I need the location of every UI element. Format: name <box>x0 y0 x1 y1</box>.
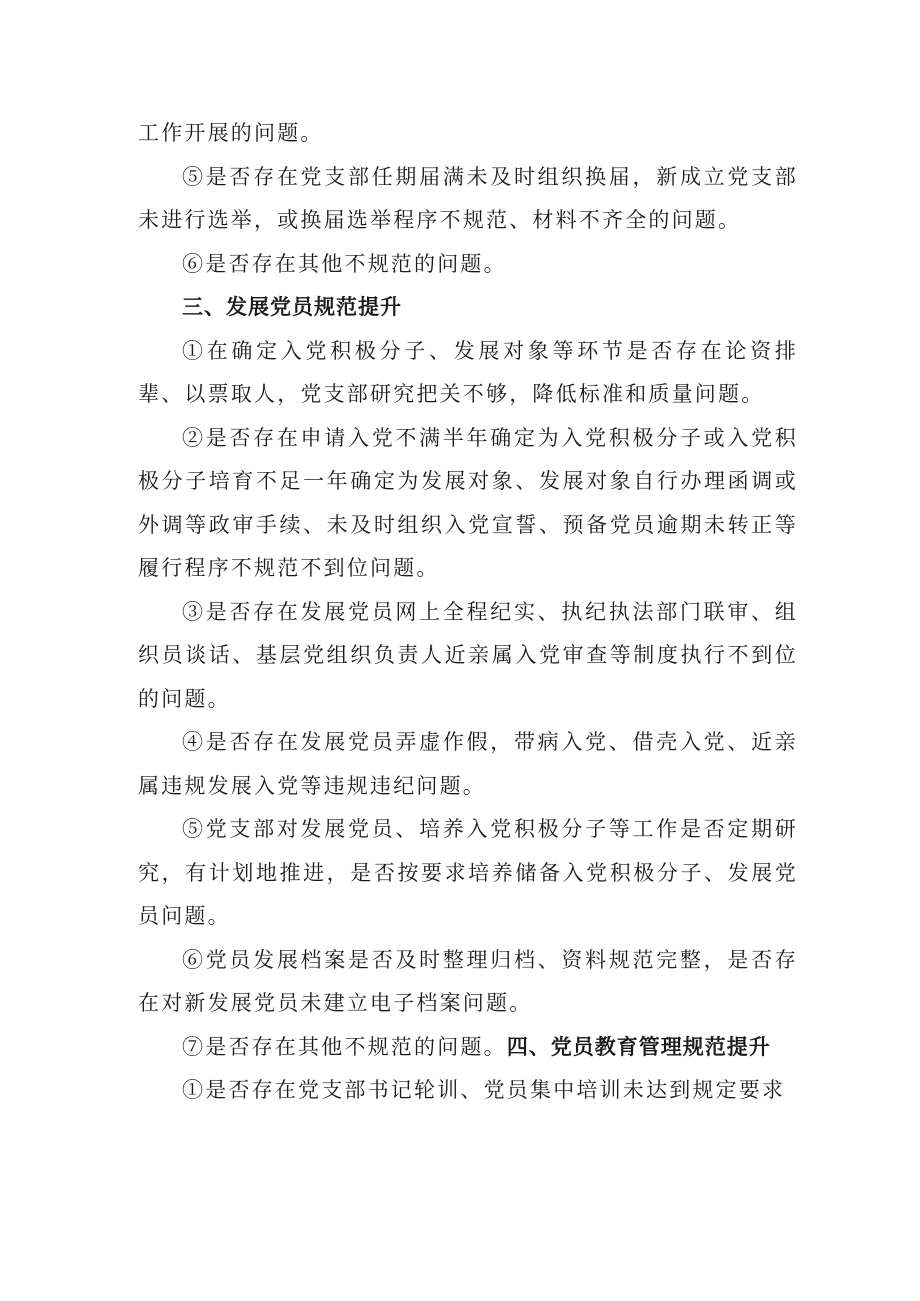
section-heading-3: 三、发展党员规范提升 <box>182 295 402 319</box>
paragraph-item-5: ⑤是否存在党支部任期届满未及时组织换届，新成立党支部未进行选举，或换届选举程序不规范、材料不齐全的问题。 <box>138 164 798 232</box>
section3-item-1: ①在确定入党积极分子、发展对象等环节是否存在论资排辈、以票取人，党支部研究把关不够，降低标准和质量问题。 <box>138 338 798 406</box>
paragraph-continuation: 工作开展的问题。 <box>138 121 324 145</box>
section3-item-2: ②是否存在申请入党不满半年确定为入党积极分子或入党积极分子培育不足一年确定为发展对象、发展对象自行办理函调或外调等政审手续、未及时组织入党宣誓、预备党员逾期未转正等履行程序不规范不到位问题。 <box>138 425 798 580</box>
section4-item-1: ①是否存在党支部书记轮训、党员集中培训未达到规定要求 <box>182 1078 786 1102</box>
section-heading-4: 四、党员教育管理规范提升 <box>506 1034 771 1059</box>
paragraph-item-6: ⑥是否存在其他不规范的问题。 <box>182 251 507 276</box>
section3-item-6: ⑥党员发展档案是否及时整理归档、资料规范完整，是否存在对新发展党员未建立电子档案问题。 <box>138 947 798 1015</box>
document-body <box>138 112 798 1113</box>
section3-item-4: ④是否存在发展党员弄虚作假，带病入党、借壳入党、近亲属违规发展入党等违规违纪问题。 <box>138 730 798 798</box>
section3-item-7-with-heading <box>138 1026 798 1070</box>
section3-item-3: ③是否存在发展党员网上全程纪实、执纪执法部门联审、组织员谈话、基层党组织负责人近亲属入党审查等制度执行不到位的问题。 <box>138 599 798 711</box>
section3-item-7: ⑦是否存在其他不规范的问题。 <box>182 1034 507 1059</box>
section3-item-5: ⑤党支部对发展党员、培养入党积极分子等工作是否定期研究，有计划地推进，是否按要求培养储备入党积极分子、发展党员问题。 <box>138 817 798 928</box>
